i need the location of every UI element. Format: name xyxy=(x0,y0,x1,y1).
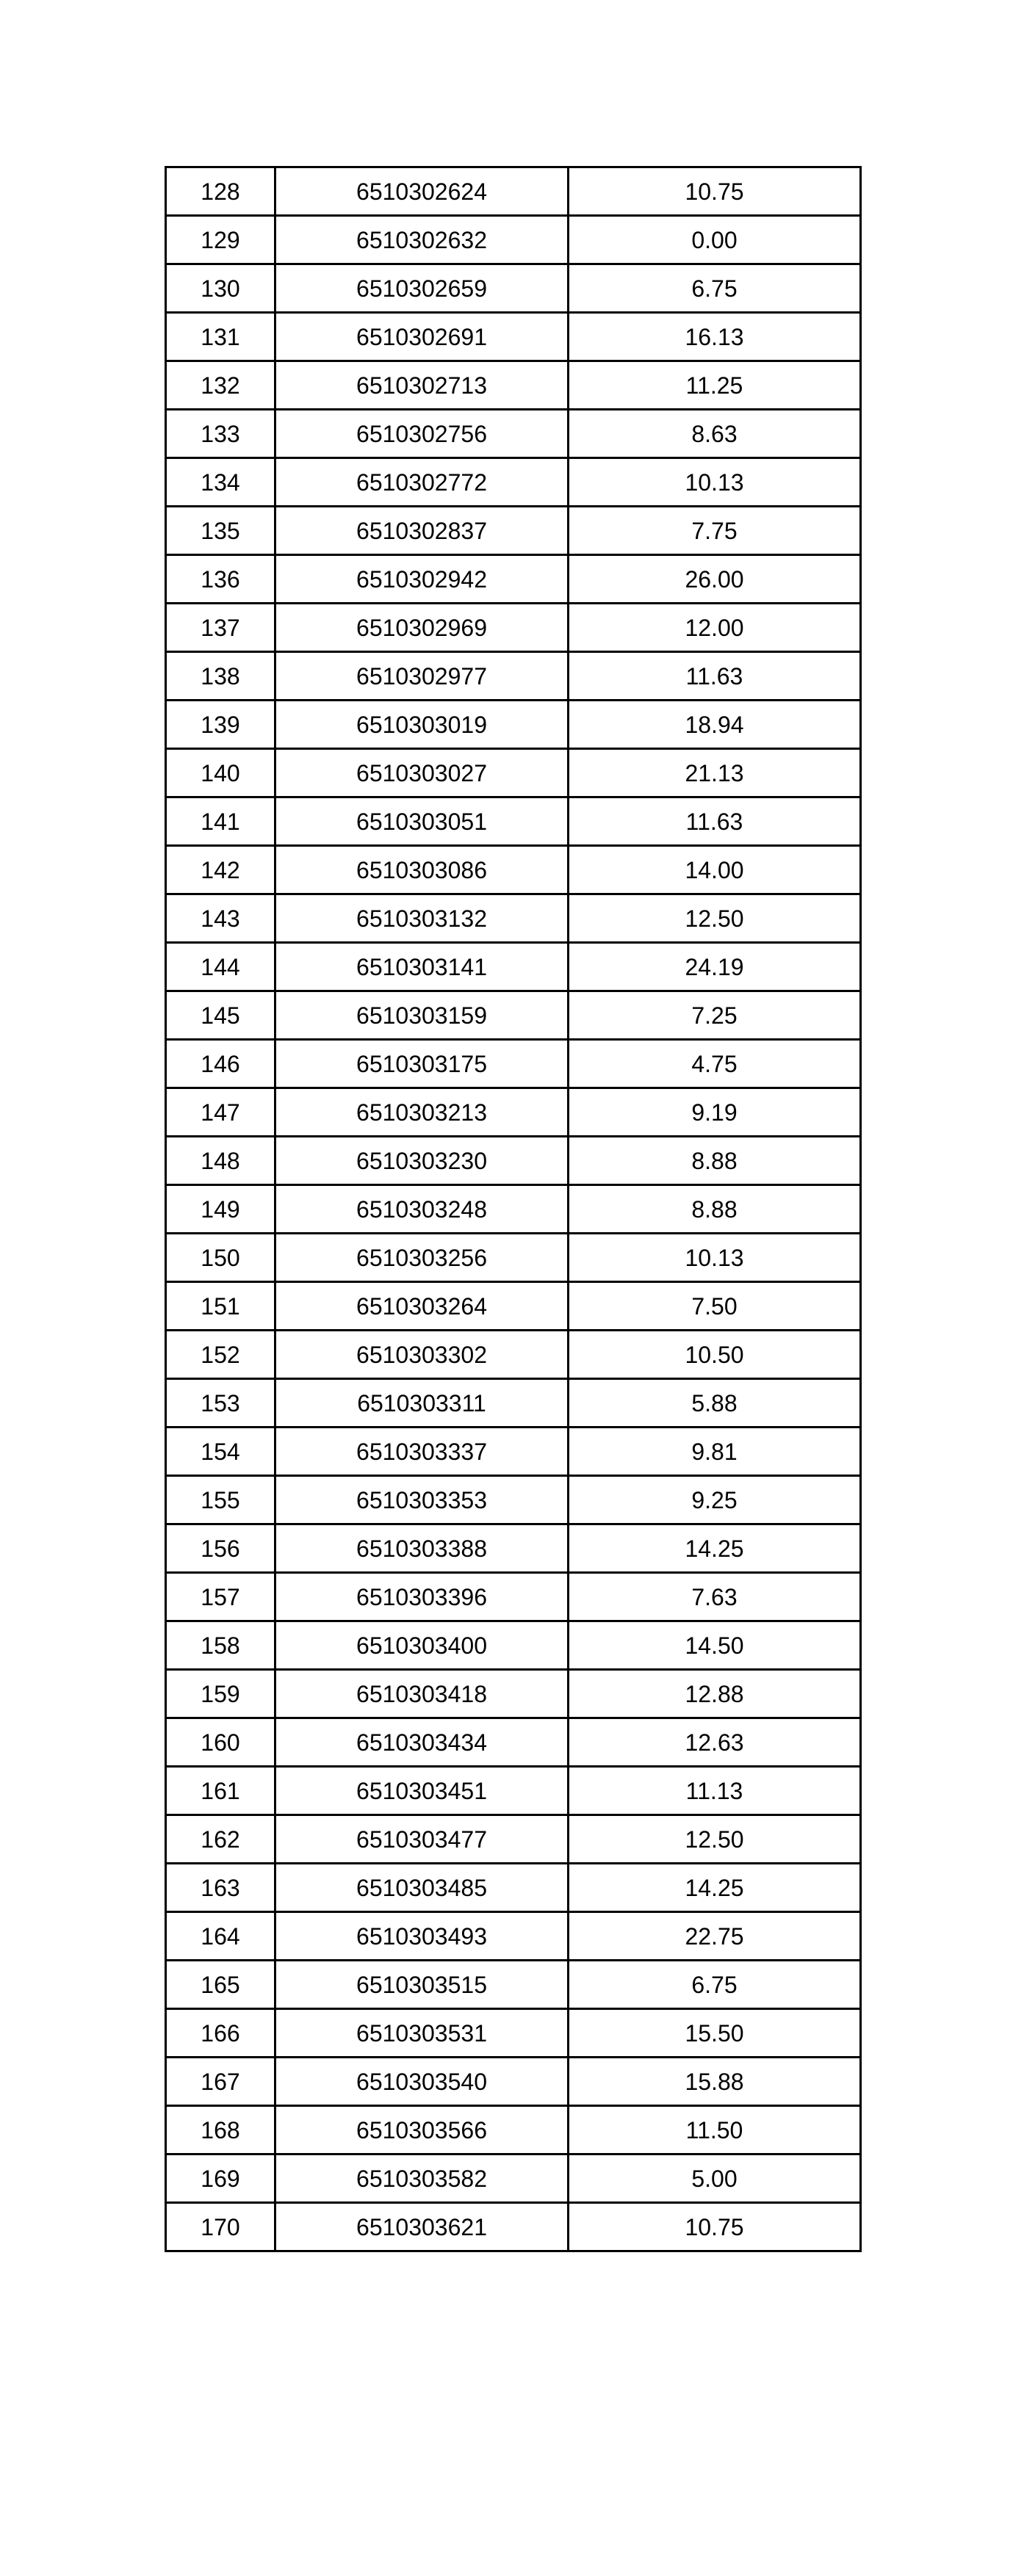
row-number-cell: 135 xyxy=(166,507,275,555)
student-id-cell: 6510303400 xyxy=(275,1621,569,1670)
table-row xyxy=(166,1331,861,1379)
table-row xyxy=(166,2203,861,2251)
score-cell: 12.50 xyxy=(569,1815,861,1864)
student-id-cell: 6510303302 xyxy=(275,1331,569,1379)
score-cell: 4.75 xyxy=(569,1040,861,1088)
row-number-cell: 161 xyxy=(166,1767,275,1815)
row-number-cell: 142 xyxy=(166,846,275,894)
score-cell: 14.50 xyxy=(569,1621,861,1670)
table-row xyxy=(166,507,861,555)
score-cell: 11.63 xyxy=(569,652,861,701)
student-id-cell: 6510303388 xyxy=(275,1524,569,1573)
student-id-cell: 6510303256 xyxy=(275,1234,569,1282)
row-number-cell: 160 xyxy=(166,1718,275,1767)
row-number-cell: 128 xyxy=(166,167,275,216)
row-number-cell: 134 xyxy=(166,458,275,507)
student-id-cell: 6510303353 xyxy=(275,1476,569,1524)
score-cell: 6.75 xyxy=(569,264,861,313)
row-number-cell: 165 xyxy=(166,1961,275,2009)
score-cell: 11.50 xyxy=(569,2106,861,2154)
table-row xyxy=(166,1815,861,1864)
score-cell: 12.50 xyxy=(569,894,861,943)
table-row xyxy=(166,1379,861,1428)
table-row xyxy=(166,458,861,507)
score-cell: 15.50 xyxy=(569,2009,861,2058)
table-row xyxy=(166,2009,861,2058)
student-id-cell: 6510303051 xyxy=(275,797,569,846)
score-table-body xyxy=(166,167,861,2251)
row-number-cell: 155 xyxy=(166,1476,275,1524)
student-id-cell: 6510303485 xyxy=(275,1864,569,1912)
student-id-cell: 6510303540 xyxy=(275,2058,569,2106)
row-number-cell: 168 xyxy=(166,2106,275,2154)
row-number-cell: 148 xyxy=(166,1137,275,1185)
table-row xyxy=(166,1670,861,1718)
row-number-cell: 133 xyxy=(166,410,275,458)
table-row xyxy=(166,1718,861,1767)
row-number-cell: 144 xyxy=(166,943,275,991)
table-row xyxy=(166,1088,861,1137)
table-row xyxy=(166,2058,861,2106)
row-number-cell: 129 xyxy=(166,216,275,264)
table-row xyxy=(166,1185,861,1234)
student-id-cell: 6510302691 xyxy=(275,313,569,361)
row-number-cell: 141 xyxy=(166,797,275,846)
score-cell: 7.50 xyxy=(569,1282,861,1331)
student-id-cell: 6510303019 xyxy=(275,701,569,749)
row-number-cell: 152 xyxy=(166,1331,275,1379)
table-row xyxy=(166,2106,861,2154)
table-row xyxy=(166,1524,861,1573)
student-id-cell: 6510303213 xyxy=(275,1088,569,1137)
score-cell: 14.00 xyxy=(569,846,861,894)
student-id-cell: 6510302624 xyxy=(275,167,569,216)
student-id-cell: 6510303493 xyxy=(275,1912,569,1961)
score-cell: 8.88 xyxy=(569,1137,861,1185)
student-id-cell: 6510303248 xyxy=(275,1185,569,1234)
student-id-cell: 6510302969 xyxy=(275,604,569,652)
score-cell: 21.13 xyxy=(569,749,861,797)
row-number-cell: 163 xyxy=(166,1864,275,1912)
student-id-cell: 6510303621 xyxy=(275,2203,569,2251)
score-cell: 9.81 xyxy=(569,1428,861,1476)
student-id-cell: 6510303175 xyxy=(275,1040,569,1088)
table-row xyxy=(166,410,861,458)
student-id-cell: 6510302837 xyxy=(275,507,569,555)
table-row xyxy=(166,652,861,701)
row-number-cell: 136 xyxy=(166,555,275,604)
score-cell: 10.75 xyxy=(569,2203,861,2251)
row-number-cell: 156 xyxy=(166,1524,275,1573)
row-number-cell: 143 xyxy=(166,894,275,943)
score-cell: 7.75 xyxy=(569,507,861,555)
table-row xyxy=(166,749,861,797)
row-number-cell: 166 xyxy=(166,2009,275,2058)
score-cell: 11.13 xyxy=(569,1767,861,1815)
score-cell: 8.63 xyxy=(569,410,861,458)
student-id-cell: 6510303582 xyxy=(275,2154,569,2203)
student-id-cell: 6510303264 xyxy=(275,1282,569,1331)
score-table xyxy=(165,166,862,2252)
row-number-cell: 164 xyxy=(166,1912,275,1961)
score-cell: 10.75 xyxy=(569,167,861,216)
table-row xyxy=(166,1573,861,1621)
row-number-cell: 137 xyxy=(166,604,275,652)
score-cell: 10.50 xyxy=(569,1331,861,1379)
row-number-cell: 139 xyxy=(166,701,275,749)
student-id-cell: 6510303396 xyxy=(275,1573,569,1621)
table-row xyxy=(166,555,861,604)
student-id-cell: 6510303141 xyxy=(275,943,569,991)
table-row xyxy=(166,1476,861,1524)
row-number-cell: 140 xyxy=(166,749,275,797)
student-id-cell: 6510303451 xyxy=(275,1767,569,1815)
student-id-cell: 6510303337 xyxy=(275,1428,569,1476)
row-number-cell: 150 xyxy=(166,1234,275,1282)
table-row xyxy=(166,1912,861,1961)
table-row xyxy=(166,1040,861,1088)
student-id-cell: 6510302772 xyxy=(275,458,569,507)
table-row xyxy=(166,1864,861,1912)
table-row xyxy=(166,361,861,410)
student-id-cell: 6510303311 xyxy=(275,1379,569,1428)
student-id-cell: 6510302977 xyxy=(275,652,569,701)
table-row xyxy=(166,1767,861,1815)
score-cell: 7.63 xyxy=(569,1573,861,1621)
score-cell: 9.19 xyxy=(569,1088,861,1137)
row-number-cell: 167 xyxy=(166,2058,275,2106)
student-id-cell: 6510303434 xyxy=(275,1718,569,1767)
student-id-cell: 6510303230 xyxy=(275,1137,569,1185)
table-row xyxy=(166,1621,861,1670)
score-cell: 14.25 xyxy=(569,1864,861,1912)
row-number-cell: 138 xyxy=(166,652,275,701)
student-id-cell: 6510303132 xyxy=(275,894,569,943)
score-cell: 24.19 xyxy=(569,943,861,991)
student-id-cell: 6510303086 xyxy=(275,846,569,894)
table-row xyxy=(166,216,861,264)
table-row xyxy=(166,701,861,749)
table-row xyxy=(166,167,861,216)
student-id-cell: 6510303531 xyxy=(275,2009,569,2058)
row-number-cell: 147 xyxy=(166,1088,275,1137)
score-cell: 15.88 xyxy=(569,2058,861,2106)
student-id-cell: 6510303566 xyxy=(275,2106,569,2154)
row-number-cell: 145 xyxy=(166,991,275,1040)
score-cell: 18.94 xyxy=(569,701,861,749)
score-cell: 11.63 xyxy=(569,797,861,846)
student-id-cell: 6510302632 xyxy=(275,216,569,264)
row-number-cell: 158 xyxy=(166,1621,275,1670)
student-id-cell: 6510302756 xyxy=(275,410,569,458)
student-id-cell: 6510303159 xyxy=(275,991,569,1040)
score-cell: 7.25 xyxy=(569,991,861,1040)
student-id-cell: 6510303027 xyxy=(275,749,569,797)
score-cell: 14.25 xyxy=(569,1524,861,1573)
table-row xyxy=(166,1234,861,1282)
score-cell: 10.13 xyxy=(569,458,861,507)
score-cell: 22.75 xyxy=(569,1912,861,1961)
score-cell: 6.75 xyxy=(569,1961,861,2009)
row-number-cell: 153 xyxy=(166,1379,275,1428)
row-number-cell: 146 xyxy=(166,1040,275,1088)
row-number-cell: 159 xyxy=(166,1670,275,1718)
row-number-cell: 170 xyxy=(166,2203,275,2251)
score-cell: 12.63 xyxy=(569,1718,861,1767)
table-row xyxy=(166,604,861,652)
table-row xyxy=(166,1428,861,1476)
student-id-cell: 6510302942 xyxy=(275,555,569,604)
score-cell: 5.00 xyxy=(569,2154,861,2203)
row-number-cell: 162 xyxy=(166,1815,275,1864)
row-number-cell: 149 xyxy=(166,1185,275,1234)
table-row xyxy=(166,2154,861,2203)
table-row xyxy=(166,991,861,1040)
score-cell: 0.00 xyxy=(569,216,861,264)
score-cell: 5.88 xyxy=(569,1379,861,1428)
score-cell: 8.88 xyxy=(569,1185,861,1234)
row-number-cell: 154 xyxy=(166,1428,275,1476)
table-row xyxy=(166,894,861,943)
table-row xyxy=(166,313,861,361)
score-cell: 12.00 xyxy=(569,604,861,652)
student-id-cell: 6510303418 xyxy=(275,1670,569,1718)
table-row xyxy=(166,846,861,894)
row-number-cell: 151 xyxy=(166,1282,275,1331)
row-number-cell: 130 xyxy=(166,264,275,313)
score-cell: 10.13 xyxy=(569,1234,861,1282)
row-number-cell: 132 xyxy=(166,361,275,410)
score-cell: 11.25 xyxy=(569,361,861,410)
table-row xyxy=(166,943,861,991)
table-row xyxy=(166,1282,861,1331)
score-cell: 16.13 xyxy=(569,313,861,361)
score-cell: 9.25 xyxy=(569,1476,861,1524)
table-row xyxy=(166,797,861,846)
row-number-cell: 157 xyxy=(166,1573,275,1621)
student-id-cell: 6510302659 xyxy=(275,264,569,313)
score-cell: 26.00 xyxy=(569,555,861,604)
row-number-cell: 169 xyxy=(166,2154,275,2203)
table-row xyxy=(166,1961,861,2009)
student-id-cell: 6510303515 xyxy=(275,1961,569,2009)
row-number-cell: 131 xyxy=(166,313,275,361)
table-row xyxy=(166,1137,861,1185)
table-row xyxy=(166,264,861,313)
student-id-cell: 6510303477 xyxy=(275,1815,569,1864)
score-cell: 12.88 xyxy=(569,1670,861,1718)
student-id-cell: 6510302713 xyxy=(275,361,569,410)
